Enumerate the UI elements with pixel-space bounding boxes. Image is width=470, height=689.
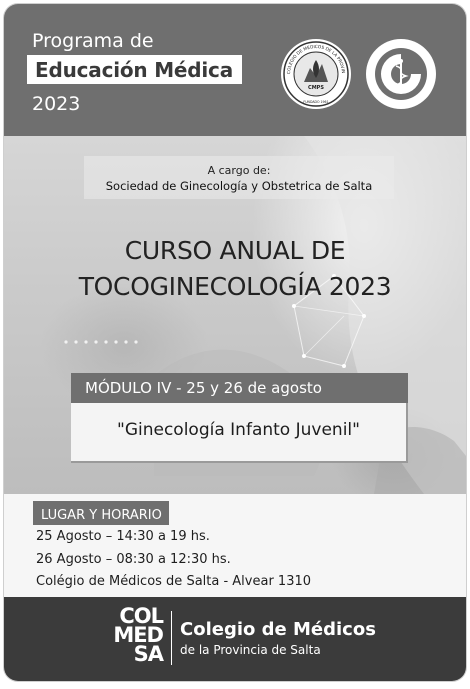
program-label: Programa de bbox=[32, 30, 154, 52]
logo-line1: COL bbox=[119, 604, 163, 628]
logo-line2: MED bbox=[113, 623, 163, 647]
venue-schedule-section bbox=[4, 494, 466, 597]
program-title-box bbox=[27, 55, 242, 84]
footer-divider bbox=[171, 611, 172, 665]
colmedsa-logo bbox=[108, 604, 163, 666]
college-seal-icon bbox=[280, 38, 352, 110]
footer-college-name: Colegio de Médicos bbox=[180, 619, 376, 640]
topic-title: "Ginecología Infanto Juvenil" bbox=[117, 420, 360, 440]
event-poster bbox=[4, 4, 466, 681]
logo-line3: SA bbox=[133, 642, 163, 666]
organizer-block bbox=[84, 156, 394, 199]
schedule-day1: 25 Agosto – 14:30 a 19 hs. bbox=[36, 529, 210, 544]
program-year: 2023 bbox=[32, 93, 81, 115]
module-bar bbox=[71, 373, 408, 403]
program-title: Educación Médica bbox=[35, 58, 234, 82]
venue-badge-label: LUGAR Y HORARIO bbox=[41, 508, 162, 523]
organizer-name: Sociedad de Ginecología y Obstetrica de Salta bbox=[105, 179, 373, 193]
organizer-caption: A cargo de: bbox=[207, 164, 271, 177]
venue-address: Colégio de Médicos de Salta - Alvear 1310 bbox=[36, 574, 312, 589]
course-title-line1: CURSO ANUAL DE bbox=[124, 236, 346, 265]
topic-box bbox=[71, 403, 408, 463]
course-section bbox=[4, 136, 466, 494]
course-title-line2: TOCOGINECOLOGÍA 2023 bbox=[78, 272, 392, 301]
footer-band bbox=[4, 597, 466, 681]
footer-college-subtitle: de la Provincia de Salta bbox=[180, 643, 321, 657]
seal-ring-text: COLEGIO DE MÉDICOS DE LA PROVIN bbox=[286, 44, 346, 75]
header-band bbox=[4, 4, 466, 136]
venue-badge bbox=[33, 501, 169, 525]
seal-bottom-text: FUNDADO 1961 bbox=[303, 100, 329, 104]
module-label: MÓDULO IV - 25 y 26 de agosto bbox=[85, 379, 322, 397]
course-title bbox=[4, 233, 466, 305]
caduceus-logo-icon bbox=[365, 38, 437, 110]
seal-center-text: CMPS bbox=[308, 85, 324, 91]
schedule-day2: 26 Agosto – 08:30 a 12:30 hs. bbox=[36, 552, 231, 567]
